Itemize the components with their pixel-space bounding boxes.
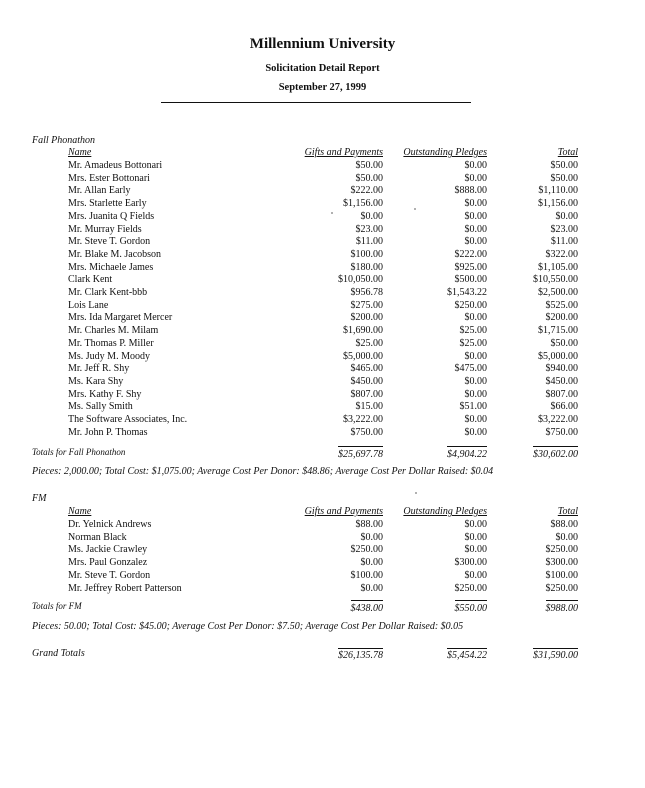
pledges-cell: $250.00	[454, 583, 487, 594]
section-totals-label: Totals for FM	[32, 601, 82, 611]
gifts-cell: $0.00	[360, 583, 383, 594]
total-cell: $1,156.00	[538, 198, 578, 209]
section-total-gifts: $438.00	[351, 600, 384, 615]
gifts-cell: $807.00	[350, 389, 383, 400]
report-date: September 27, 1999	[278, 82, 367, 93]
grand-totals-row	[0, 648, 645, 662]
table-row	[0, 543, 645, 556]
donor-name: Ms. Jackie Crawley	[68, 544, 148, 555]
gifts-cell: $50.00	[355, 160, 383, 171]
total-cell: $200.00	[545, 312, 578, 323]
table-row	[0, 426, 645, 439]
pledges-cell: $0.00	[464, 570, 487, 581]
donor-name: Mr. Jeffrey Robert Patterson	[68, 583, 182, 594]
section-totals-label: Totals for Fall Phonathon	[32, 447, 126, 457]
scan-speck	[414, 208, 416, 210]
pledges-cell: $0.00	[464, 312, 487, 323]
table-row	[0, 311, 645, 324]
pledges-cell: $1,543.22	[447, 287, 487, 298]
pledges-cell: $0.00	[464, 544, 487, 555]
gifts-cell: $10,050.00	[338, 274, 383, 285]
donor-name: Mr. Amadeus Bottonari	[68, 160, 163, 171]
table-row	[0, 273, 645, 286]
pledges-cell: $888.00	[454, 185, 487, 196]
donor-name: Mr. John P. Thomas	[68, 427, 148, 438]
table-row	[0, 286, 645, 299]
column-header-name	[68, 146, 91, 159]
gifts-cell: $5,000.00	[343, 351, 383, 362]
pledges-cell: $300.00	[454, 557, 487, 568]
gifts-cell: $3,222.00	[343, 414, 383, 425]
donor-name: Clark Kent	[68, 274, 113, 285]
column-header-total-label: Total	[557, 506, 578, 517]
gifts-cell: $1,156.00	[343, 198, 383, 209]
donor-name: Mr. Murray Fields	[68, 224, 142, 235]
total-cell: $322.00	[545, 249, 578, 260]
gifts-cell: $1,690.00	[343, 325, 383, 336]
column-header-pledges	[403, 505, 487, 518]
total-cell: $100.00	[545, 570, 578, 581]
table-row	[0, 210, 645, 223]
total-cell: $807.00	[545, 389, 578, 400]
grand-totals-label: Grand Totals	[32, 648, 85, 659]
section-total-pledges: $4,904.22	[447, 446, 487, 461]
total-cell: $88.00	[550, 519, 578, 530]
table-row	[0, 569, 645, 582]
total-cell: $0.00	[555, 532, 578, 543]
donor-name: Ms. Sally Smith	[68, 401, 133, 412]
table-row	[0, 248, 645, 261]
pledges-cell: $51.00	[459, 401, 487, 412]
donor-name: Ms. Judy M. Moody	[68, 351, 150, 362]
column-header-total-label: Total	[557, 147, 578, 158]
pledges-cell: $0.00	[464, 198, 487, 209]
column-header-total	[558, 505, 578, 518]
table-row	[0, 400, 645, 413]
table-row	[0, 518, 645, 531]
table-row	[0, 159, 645, 172]
report-title: Millennium University	[249, 36, 396, 52]
section-total-pledges: $550.00	[455, 600, 488, 615]
donor-name: Mrs. Ida Margaret Mercer	[68, 312, 173, 323]
column-header-pledges	[403, 146, 487, 159]
column-header-gifts	[305, 505, 383, 518]
donor-name: Mr. Thomas P. Miller	[68, 338, 154, 349]
donor-name: Dr. Yelnick Andrews	[68, 519, 152, 530]
total-cell: $750.00	[545, 427, 578, 438]
gifts-cell: $100.00	[350, 570, 383, 581]
pledges-cell: $0.00	[464, 173, 487, 184]
total-cell: $300.00	[545, 557, 578, 568]
gifts-cell: $0.00	[360, 532, 383, 543]
column-header-gifts	[305, 146, 383, 159]
gifts-cell: $11.00	[355, 236, 383, 247]
total-cell: $11.00	[550, 236, 578, 247]
column-header-name	[68, 505, 91, 518]
pledges-cell: $0.00	[464, 519, 487, 530]
column-header-name-label: Name	[68, 506, 92, 517]
gifts-cell: $222.00	[350, 185, 383, 196]
column-header-row	[0, 146, 645, 159]
donor-name: Lois Lane	[68, 300, 109, 311]
pledges-cell: $250.00	[454, 300, 487, 311]
donor-name: Ms. Kara Shy	[68, 376, 124, 387]
table-row	[0, 197, 645, 210]
section-total-gifts: $25,697.78	[338, 446, 383, 461]
section-summary-line: Pieces: 50.00; Total Cost: $45.00; Average Cost Per Donor: $7.50; Average Cost Per Dollar Raised: $0.05	[32, 621, 464, 632]
total-cell: $50.00	[550, 338, 578, 349]
donor-name: Mrs. Paul Gonzalez	[68, 557, 148, 568]
donor-name: Mrs. Starlette Early	[68, 198, 147, 209]
pledges-cell: $0.00	[464, 224, 487, 235]
column-header-row	[0, 505, 645, 518]
section-totals-row	[0, 446, 645, 459]
total-cell: $5,000.00	[538, 351, 578, 362]
total-cell: $525.00	[545, 300, 578, 311]
total-cell: $1,715.00	[538, 325, 578, 336]
gifts-cell: $0.00	[360, 211, 383, 222]
table-row	[0, 362, 645, 375]
total-cell: $250.00	[545, 583, 578, 594]
total-cell: $0.00	[555, 211, 578, 222]
donor-name: Mr. Blake M. Jacobson	[68, 249, 162, 260]
gifts-cell: $0.00	[360, 557, 383, 568]
table-row	[0, 582, 645, 595]
table-row	[0, 324, 645, 337]
section-totals-row	[0, 600, 645, 613]
total-cell: $66.00	[550, 401, 578, 412]
gifts-cell: $450.00	[350, 376, 383, 387]
grand-total-pledges: $5,454.22	[447, 650, 487, 661]
gifts-cell: $200.00	[350, 312, 383, 323]
gifts-cell: $956.78	[350, 287, 383, 298]
pledges-cell: $222.00	[454, 249, 487, 260]
section-title: Fall Phonathon	[32, 135, 96, 146]
section-total-total: $988.00	[546, 600, 579, 615]
total-cell: $940.00	[545, 363, 578, 374]
pledges-cell: $0.00	[464, 211, 487, 222]
donor-name: The Software Associates, Inc.	[68, 414, 188, 425]
column-header-pledges-label: Outstanding Pledges	[403, 147, 487, 158]
column-header-pledges-label: Outstanding Pledges	[403, 506, 487, 517]
grand-total-gifts: $26,135.78	[338, 650, 383, 661]
grand-total-total: $31,590.00	[533, 650, 578, 661]
total-cell: $2,500.00	[538, 287, 578, 298]
column-header-gifts-label: Gifts and Payments	[304, 147, 383, 158]
table-row	[0, 413, 645, 426]
section-total-total: $30,602.00	[533, 446, 578, 461]
gifts-cell: $88.00	[355, 519, 383, 530]
gifts-cell: $750.00	[350, 427, 383, 438]
donor-name: Mrs. Kathy F. Shy	[68, 389, 142, 400]
column-header-gifts-label: Gifts and Payments	[304, 506, 383, 517]
donor-name: Mr. Charles M. Milam	[68, 325, 159, 336]
total-cell: $1,110.00	[538, 185, 578, 196]
donor-name: Mrs. Juanita Q Fields	[68, 211, 155, 222]
column-header-total	[558, 146, 578, 159]
donor-name: Mrs. Ester Bottonari	[68, 173, 150, 184]
pledges-cell: $25.00	[459, 338, 487, 349]
gifts-cell: $50.00	[355, 173, 383, 184]
pledges-cell: $0.00	[464, 160, 487, 171]
gifts-cell: $180.00	[350, 262, 383, 273]
donor-name: Mr. Allan Early	[68, 185, 131, 196]
donor-name: Mr. Clark Kent-bbb	[68, 287, 148, 298]
pledges-cell: $500.00	[454, 274, 487, 285]
table-row	[0, 337, 645, 350]
pledges-cell: $0.00	[464, 389, 487, 400]
gifts-cell: $465.00	[350, 363, 383, 374]
donor-name: Norman Black	[68, 532, 127, 543]
table-row	[0, 235, 645, 248]
gifts-cell: $23.00	[355, 224, 383, 235]
scan-speck	[331, 212, 333, 214]
donor-name: Mr. Jeff R. Shy	[68, 363, 130, 374]
pledges-cell: $25.00	[459, 325, 487, 336]
scan-speck	[415, 492, 417, 494]
table-row	[0, 556, 645, 569]
total-cell: $250.00	[545, 544, 578, 555]
pledges-cell: $925.00	[454, 262, 487, 273]
pledges-cell: $0.00	[464, 532, 487, 543]
pledges-cell: $0.00	[464, 376, 487, 387]
column-header-name-label: Name	[68, 147, 92, 158]
gifts-cell: $250.00	[350, 544, 383, 555]
gifts-cell: $275.00	[350, 300, 383, 311]
section-title: FM	[32, 493, 47, 504]
total-cell: $50.00	[550, 160, 578, 171]
gifts-cell: $25.00	[355, 338, 383, 349]
pledges-cell: $475.00	[454, 363, 487, 374]
total-cell: $23.00	[550, 224, 578, 235]
pledges-cell: $0.00	[464, 414, 487, 425]
total-cell: $50.00	[550, 173, 578, 184]
pledges-cell: $0.00	[464, 351, 487, 362]
gifts-cell: $15.00	[355, 401, 383, 412]
pledges-cell: $0.00	[464, 427, 487, 438]
pledges-cell: $0.00	[464, 236, 487, 247]
total-cell: $450.00	[545, 376, 578, 387]
table-row	[0, 184, 645, 197]
donor-name: Mr. Steve T. Gordon	[68, 236, 151, 247]
gifts-cell: $100.00	[350, 249, 383, 260]
section-summary-line: Pieces: 2,000.00; Total Cost: $1,075.00; Average Cost Per Donor: $48.86; Average Cost Per Dollar Raised: $0.04	[32, 466, 494, 477]
donor-name: Mrs. Michaele James	[68, 262, 154, 273]
table-row	[0, 375, 645, 388]
total-cell: $10,550.00	[533, 274, 578, 285]
header-rule	[161, 102, 471, 103]
donor-name: Mr. Steve T. Gordon	[68, 570, 151, 581]
total-cell: $1,105.00	[538, 262, 578, 273]
report-subtitle: Solicitation Detail Report	[265, 63, 380, 74]
total-cell: $3,222.00	[538, 414, 578, 425]
